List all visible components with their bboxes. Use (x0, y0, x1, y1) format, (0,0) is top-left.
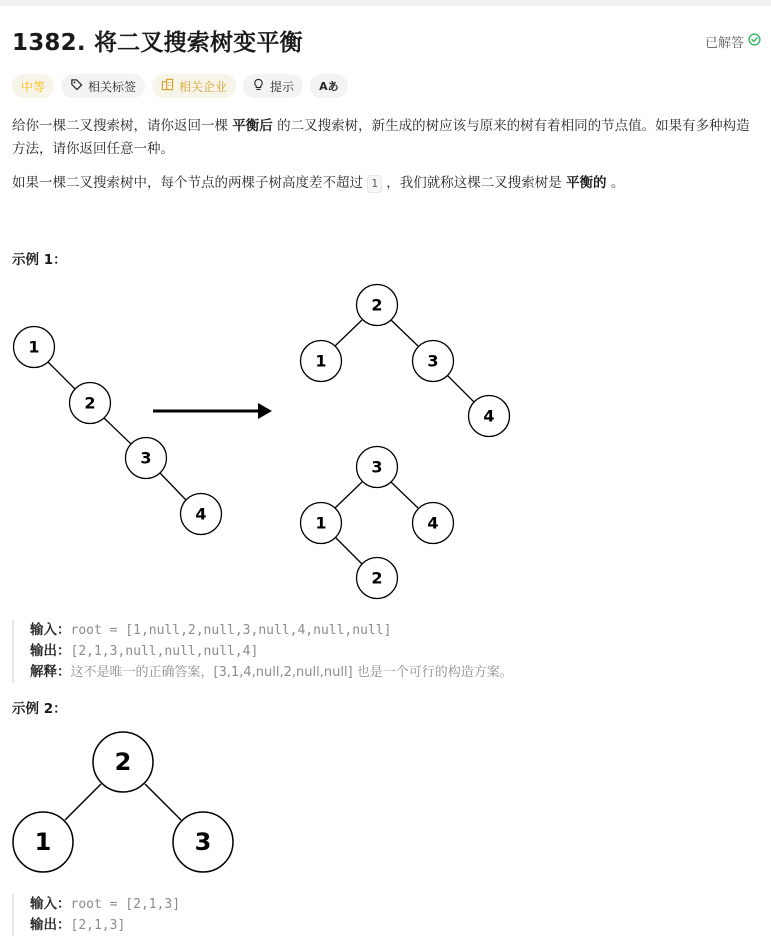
example-1-output: [2,1,3,null,null,null,4] (70, 644, 259, 659)
output-label: 输出： (30, 643, 71, 659)
node-label: 4 (195, 504, 207, 524)
input-label: 输入： (30, 622, 71, 638)
p2-text-c: 。 (610, 175, 625, 191)
p2-bold: 平衡的 (566, 175, 607, 191)
input-label: 输入： (30, 896, 71, 912)
example-2-input-line (30, 894, 180, 915)
node-label: 2 (84, 393, 96, 413)
hint-label: 提示 (270, 79, 295, 94)
node-label: 3 (427, 351, 439, 371)
example-1-input: root = [1,null,2,null,3,null,4,null,null] (70, 623, 392, 638)
example-1-title: 示例 1： (12, 252, 67, 268)
example-2-output: [2,1,3] (70, 918, 126, 933)
example-1-explanation: 这不是唯一的正确答案，[3,1,4,null,2,null,null] 也是一个可行的构造方案。 (70, 665, 513, 680)
node-label: 2 (371, 568, 383, 588)
example-1-output-line (30, 641, 513, 662)
tag-bar (12, 74, 348, 98)
example-1-input-line (30, 620, 513, 641)
node-label: 1 (315, 513, 327, 533)
p1-bold: 平衡后 (232, 118, 273, 134)
example-2-output-line (30, 915, 180, 936)
p2-text-a: 如果一棵二叉搜索树中，每个节点的两棵子树高度差不超过 (12, 175, 363, 191)
node-label: 3 (194, 828, 212, 856)
p2-inline-code: 1 (367, 175, 382, 193)
solved-status[interactable] (705, 32, 761, 51)
node-label: 4 (427, 513, 439, 533)
node-label: 2 (371, 295, 383, 315)
top-strip (0, 0, 771, 6)
p2-text-b: ，我们就称这棵二叉搜索树是 (386, 175, 562, 191)
output-label: 输出： (30, 917, 71, 933)
lightbulb-icon (252, 78, 265, 94)
node-label: 1 (28, 337, 40, 357)
p1-text-b: 的二叉搜索树，新生成的树应该与原来的树有着相同的节点值。如果有多种构造方法，请你返回任意一种。 (12, 118, 750, 157)
explanation-label: 解释： (30, 664, 71, 680)
example-2-diagram (0, 728, 250, 878)
example-1-explanation-line (30, 662, 513, 683)
tag-icon (70, 78, 83, 94)
difficulty-badge[interactable] (12, 74, 54, 98)
description-paragraph-1 (12, 115, 762, 161)
node-label: 2 (114, 748, 132, 776)
translate-icon: Aあ (319, 80, 339, 93)
building-icon (161, 78, 174, 94)
companies-label: 相关企业 (179, 79, 228, 94)
example-2-io (12, 894, 180, 936)
description-paragraph-2 (12, 172, 762, 195)
topics-label: 相关标签 (88, 79, 137, 94)
example-1-io (12, 620, 513, 683)
node-label: 3 (140, 448, 152, 468)
companies-tag-button[interactable] (152, 74, 236, 98)
node-label: 1 (34, 828, 52, 856)
check-circle-icon (748, 33, 761, 50)
node-label: 3 (371, 457, 383, 477)
example-2-title: 示例 2： (12, 701, 67, 717)
translate-button[interactable] (310, 74, 348, 98)
arrow-head-icon (258, 403, 272, 419)
difficulty-label: 中等 (21, 79, 46, 94)
node-label: 1 (315, 351, 327, 371)
example-2-input: root = [2,1,3] (70, 897, 181, 912)
node-label: 4 (483, 406, 495, 426)
example-1-diagram (0, 276, 540, 606)
solved-label: 已解答 (704, 36, 744, 51)
hint-button[interactable] (243, 74, 303, 98)
p1-text-a: 给你一棵二叉搜索树，请你返回一棵 (12, 118, 228, 134)
topics-tag-button[interactable] (61, 74, 145, 98)
problem-title: 1382. 将二叉搜索树变平衡 (12, 30, 303, 56)
